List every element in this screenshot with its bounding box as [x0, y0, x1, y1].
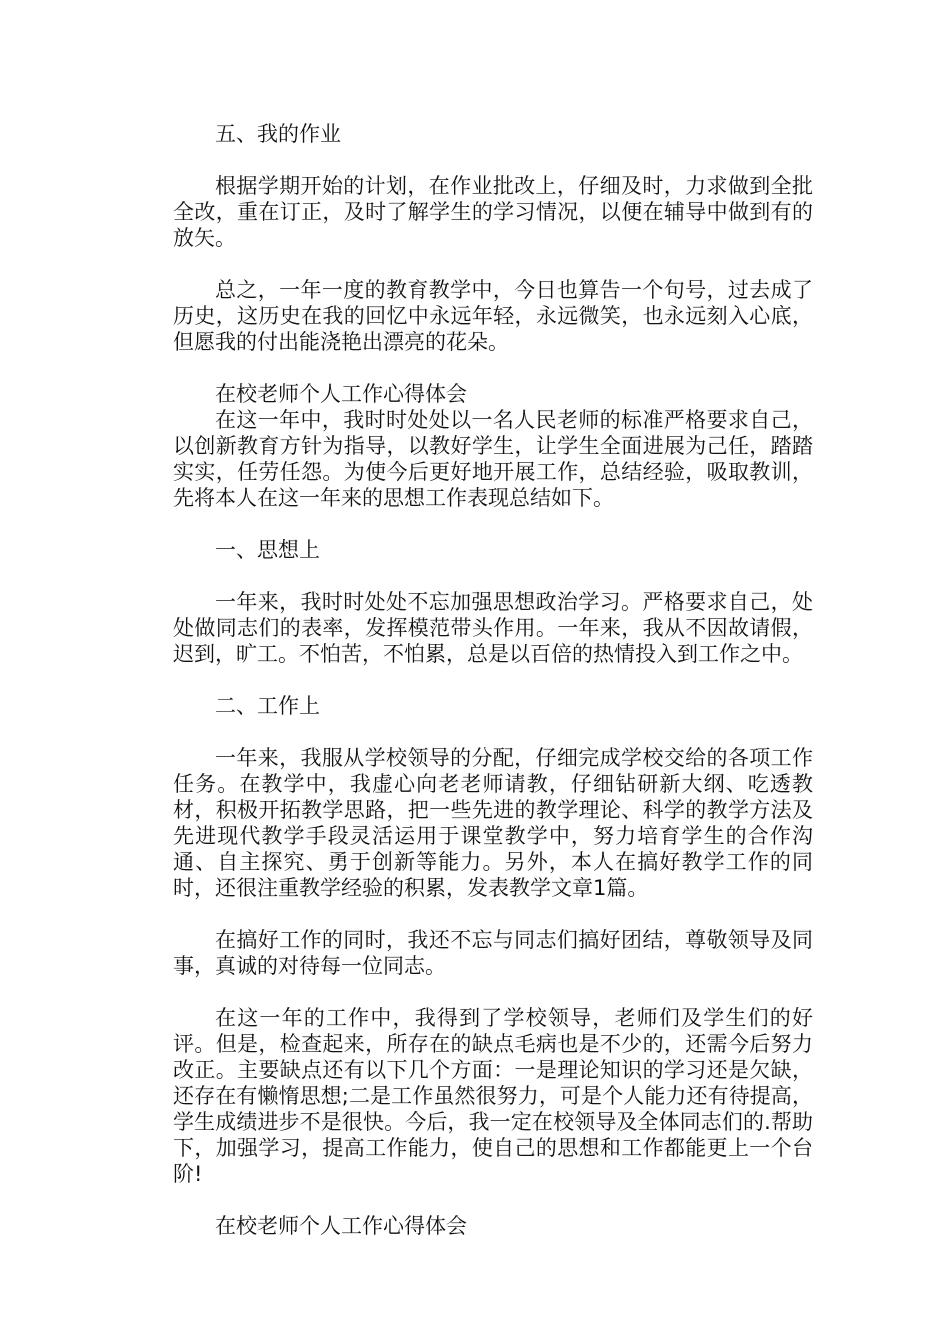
paragraph-intro: 在这一年中，我时时处处以一名人民老师的标准严格要求自己，以创新教育方针为指导，以教好学生，让学生全面进展为己任，踏踏实实，任劳任怨。为使今后更好地开展工作，总结经验，吸取教训，先将本人在这一年来的思想工作表现总结如下。 — [173, 408, 813, 510]
section-heading-work: 二、工作上 — [215, 694, 320, 718]
paragraph-thought: 一年来，我时时处处不忘加强思想政治学习。严格要求自己，处处做同志们的表率，发挥模范带头作用。一年来，我从不因故请假，迟到，旷工。不怕苦，不怕累，总是以百倍的热情投入到工作之中。 — [173, 590, 813, 666]
paragraph-shortcomings: 在这一年的工作中，我得到了学校领导，老师们及学生们的好评。但是，检查起来，所存在的缺点毛病也是不少的，还需今后努力改正。主要缺点还有以下几个方面：一是理论知识的学习还是欠缺，还存在有懒惰思想;二是工作虽然很努力，可是个人能力还有待提高，学生成绩进步不是很快。今后，我一定在校领导及全体同志们的.帮助下，加强学习，提高工作能力，使自己的思想和工作都能更上一个台阶! — [173, 1006, 813, 1186]
paragraph-homework: 根据学期开始的计划，在作业批改上，仔细及时，力求做到全批全改，重在订正，及时了解学生的学习情况，以便在辅导中做到有的放矢。 — [173, 174, 813, 250]
paragraph-work: 一年来，我服从学校领导的分配，仔细完成学校交给的各项工作任务。在教学中，我虚心向老老师请教，仔细钻研新大纲、吃透教材，积极开拓教学思路，把一些先进的教学理论、科学的教学方法及先进现代教学手段灵活运用于课堂教学中，努力培育学生的合作沟通、自主探究、勇于创新等能力。另外，本人在搞好教学工作的同时，还很注重教学经验的积累，发表教学文章1篇。 — [173, 746, 813, 900]
section-heading-thought: 一、思想上 — [215, 538, 320, 562]
paragraph-unity: 在搞好工作的同时，我还不忘与同志们搞好团结，尊敬领导及同事，真诚的对待每一位同志。 — [173, 928, 813, 978]
document-body — [173, 121, 813, 1239]
section-heading-homework: 五、我的作业 — [215, 122, 341, 146]
article-title-repeat: 在校老师个人工作心得体会 — [215, 1214, 467, 1238]
article-title: 在校老师个人工作心得体会 — [215, 382, 467, 406]
paragraph-summary: 总之，一年一度的教育教学中，今日也算告一个句号，过去成了历史，这历史在我的回忆中永远年轻，永远微笑，也永远刻入心底，但愿我的付出能浇艳出漂亮的花朵。 — [173, 278, 813, 354]
